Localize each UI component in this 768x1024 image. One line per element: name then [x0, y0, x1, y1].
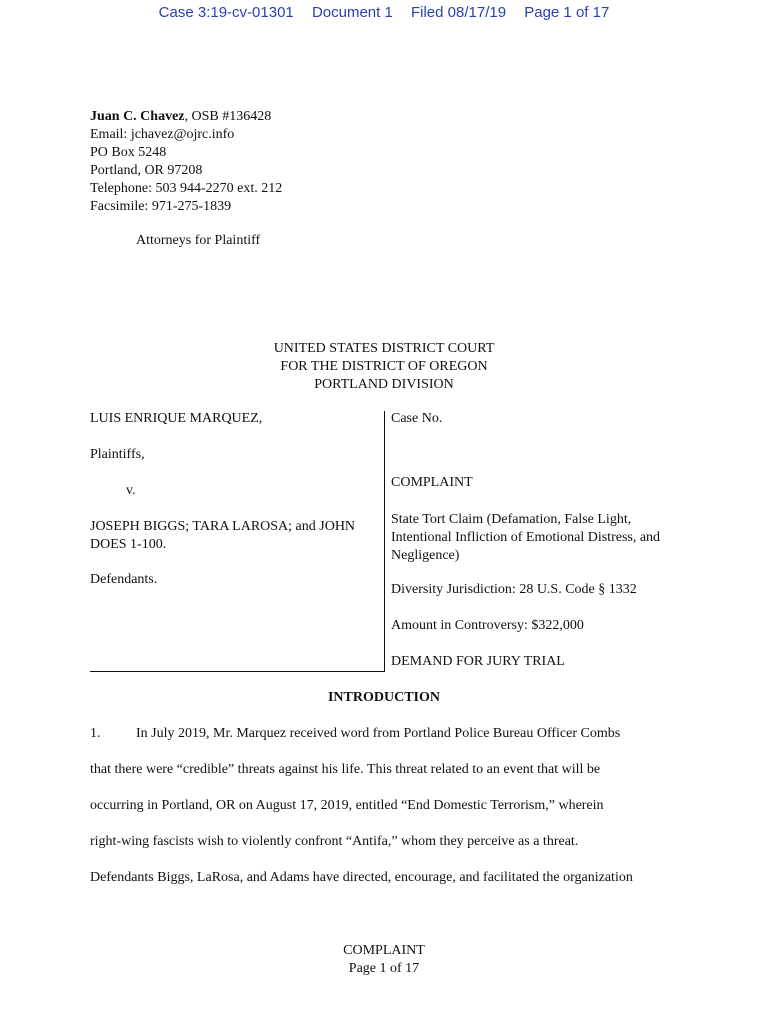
versus-label: v.	[126, 483, 136, 498]
header-page-number: Page 1 of 17	[524, 4, 610, 21]
document-number: Document 1	[311, 4, 393, 21]
attorney-telephone: Telephone: 503 944-2270 ext. 212	[90, 181, 283, 196]
case-caption	[90, 411, 670, 673]
filed-date: Filed 08/17/19	[410, 4, 507, 21]
page-footer	[0, 942, 768, 978]
caption-divider	[384, 411, 385, 672]
footer-title: COMPLAINT	[343, 943, 425, 958]
attorney-name-line	[90, 108, 282, 126]
attorney-role: Attorneys for Plaintiff	[136, 233, 261, 248]
case-number: Case 3:19-cv-01301	[158, 4, 294, 21]
caption-parties	[90, 411, 384, 672]
amount-line: Amount in Controversy: $322,000	[391, 618, 584, 633]
court-line-2: FOR THE DISTRICT OF OREGON	[280, 359, 488, 374]
complaint-label: COMPLAINT	[391, 475, 473, 490]
case-no-label: Case No.	[391, 411, 443, 426]
attorney-email: Email: jchavez@ojrc.info	[90, 127, 235, 142]
attorney-osb: , OSB #136428	[184, 109, 272, 124]
paragraph-line: right-wing fascists wish to violently confront “Antifa,” whom they perceive as a threat.	[90, 834, 579, 849]
filing-header	[0, 4, 768, 21]
attorney-block	[90, 108, 282, 216]
attorney-po-box: PO Box 5248	[90, 145, 167, 160]
defendants-names: JOSEPH BIGGS; TARA LAROSA; and JOHN DOES 1-100.	[90, 519, 356, 552]
paragraph-line: In July 2019, Mr. Marquez received word from Portland Police Bureau Officer Combs	[136, 726, 621, 741]
introduction-heading: INTRODUCTION	[327, 690, 440, 705]
footer-page-number: Page 1 of 17	[348, 961, 420, 976]
attorney-facsimile: Facsimile: 971-275-1839	[90, 199, 232, 214]
plaintiff-name: LUIS ENRIQUE MARQUEZ,	[90, 411, 263, 426]
paragraph-line: Defendants Biggs, LaRosa, and Adams have directed, encourage, and facilitated the organization	[90, 870, 633, 885]
paragraph-line: occurring in Portland, OR on August 17, 2019, entitled “End Domestic Terrorism,” wherein	[90, 798, 604, 813]
attorney-city: Portland, OR 97208	[90, 163, 203, 178]
plaintiffs-label: Plaintiffs,	[90, 447, 145, 462]
claims-description: State Tort Claim (Defamation, False Light, Intentional Infliction of Emotional Distress, and Negligence)	[391, 512, 661, 563]
paragraph-number: 1.	[90, 726, 101, 741]
paragraph-line: that there were “credible” threats against his life. This threat related to an event that will be	[90, 762, 601, 777]
defendants-label: Defendants.	[90, 572, 158, 587]
jurisdiction-line: Diversity Jurisdiction: 28 U.S. Code § 1332	[391, 582, 637, 597]
court-line-1: UNITED STATES DISTRICT COURT	[273, 341, 495, 356]
attorney-name: Juan C. Chavez	[90, 109, 185, 124]
court-line-3: PORTLAND DIVISION	[314, 377, 454, 392]
court-heading	[0, 340, 768, 394]
jury-demand: DEMAND FOR JURY TRIAL	[391, 654, 565, 669]
